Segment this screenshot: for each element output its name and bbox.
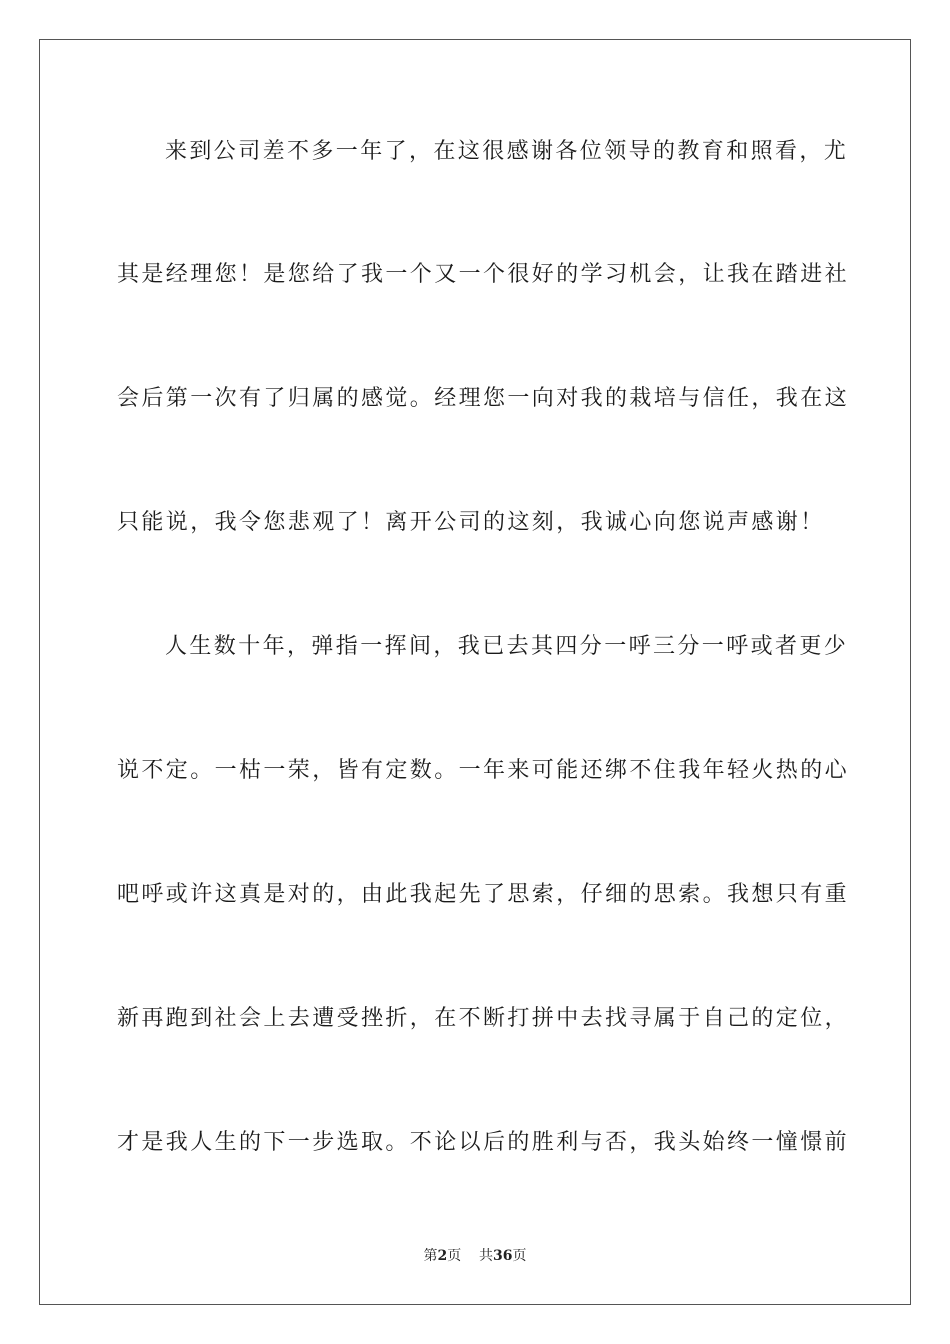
paragraph-1-line-3: 会后第一次有了归属的感觉。经理您一向对我的栽培与信任，我在这 [117,386,850,411]
paragraph-2-line-1: 人生数十年，弹指一挥间，我已去其四分一呼三分一呼或者更少 [165,634,849,659]
paragraph-2-line-5: 才是我人生的下一步选取。不论以后的胜利与否，我头始终一憧憬前 [117,1130,850,1155]
paragraph-2-line-4: 新再跑到社会上去遭受挫折，在不断打拼中去找寻属于自己的定位， [117,1006,850,1031]
page-footer [0,1247,950,1265]
total-pages: 36 [493,1248,513,1264]
page-prefix: 第 [423,1248,438,1264]
paragraph-2-line-3: 吧呼或许这真是对的，由此我起先了思索，仔细的思索。我想只有重 [117,882,850,907]
paragraph-1-line-1: 来到公司差不多一年了，在这很感谢各位领导的教育和照看，尤 [165,139,849,164]
page-number: 2 [437,1248,448,1264]
paragraph-1-line-2: 其是经理您！是您给了我一个又一个很好的学习机会，让我在踏进社 [117,262,850,287]
total-prefix: 共 [479,1248,494,1264]
total-suffix: 页 [512,1248,527,1264]
page-border [39,39,911,1305]
page-suffix: 页 [447,1248,462,1264]
paragraph-2-line-2: 说不定。一枯一荣，皆有定数。一年来可能还绑不住我年轻火热的心 [117,758,850,783]
paragraph-1-line-4: 只能说，我令您悲观了！离开公司的这刻，我诚心向您说声感谢！ [117,510,825,535]
